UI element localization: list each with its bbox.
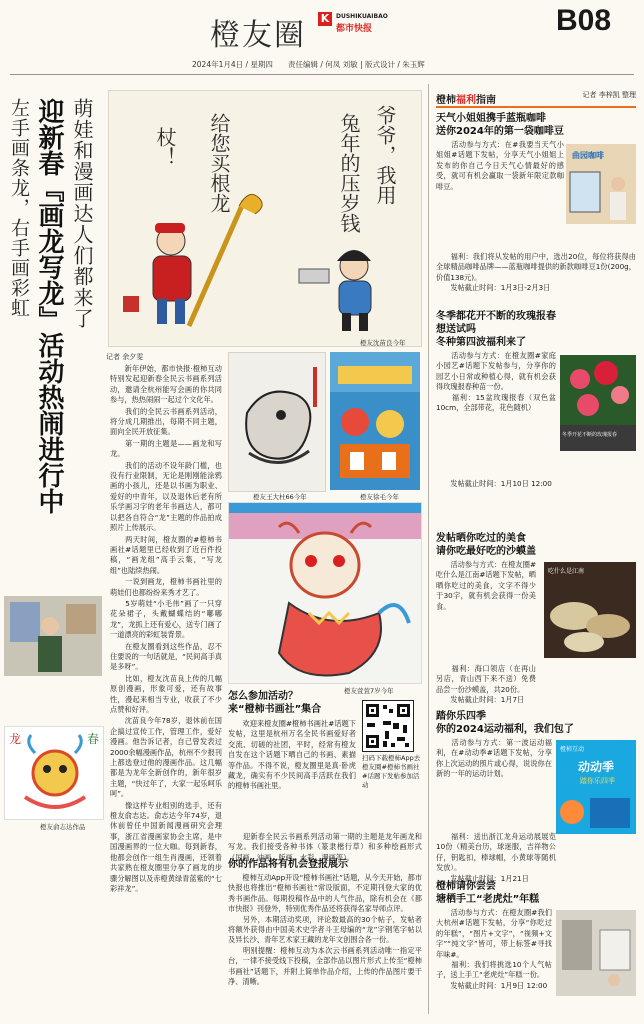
prize-para-1: 橙柿互动App开设“橙柿书画社”话题，从今天开始，都市快报也将推出“橙柿书画社”常设版面，不定期刊登大家的优秀书画作品。每期投稿作品中的人气作品，除有机会在《都市快报》刊登外，特别优秀作品还将获得名家导师点评。 xyxy=(228,873,422,914)
welfare-header xyxy=(436,88,636,106)
cartoon-text-3: 给您买根龙 xyxy=(207,113,231,213)
flower-poster-text: 冬季开花不断的玫瑰报春 xyxy=(562,432,618,438)
coffee-welfare: 福利：我们将从发帖的用户中，选出20位，每位将获得由全球精品咖啡品牌——蓝瓶咖啡提供的新款咖啡豆1份(200g，价值138元)。 xyxy=(436,252,636,282)
prize-body xyxy=(228,873,422,987)
welfare-header-a: 橙柿 xyxy=(436,95,456,106)
coffee-shop-drawing xyxy=(566,164,636,224)
coffee-poster-text: 曲园咖啡 xyxy=(572,151,604,160)
welfare-item-sport xyxy=(436,710,636,884)
niangao-welfare: 福利：我们将挑选10个人气帖子，送上手工“老虎灶”年糕一份。 xyxy=(436,960,552,980)
food-deadline: 发帖截止时间：1月7日 xyxy=(436,695,525,705)
headline-part-c: 活动热闹进行中 xyxy=(34,332,64,514)
qr-code-icon[interactable] xyxy=(362,700,414,752)
welfare-item-food xyxy=(436,532,636,706)
welfare-item-flower xyxy=(436,310,636,489)
sport-title-2: 你的2024运动福利，我们包了 xyxy=(436,724,574,735)
flower-title-1: 冬季都花开不断的玫瑰报春 xyxy=(436,311,556,322)
artwork-dragon xyxy=(228,502,422,684)
niangao-image xyxy=(556,910,636,996)
how-para-1: 欢迎来橙友圈#橙柿书画社#话题下发帖，这里是杭州万名全民书画爱好者交流、切磋的社团，平时，经常有橙友自发在这个话题下晒自己的书画、素描等作品。不得不说，橙友圈里是真·卧虎藏龙，确实有不少民间高手活跃在我们的橙柿书画社里。 xyxy=(228,719,356,791)
prize-title: 你的作品将有机会登报展示 xyxy=(228,859,348,870)
svg-text:春: 春 xyxy=(87,732,100,746)
how-title: 怎么参加活动？ xyxy=(228,691,298,702)
coffee-title-2: 送你2024年的第一袋咖啡豆 xyxy=(436,126,564,137)
prize-para-3: 明别提醒：橙柿互动为本次云书画系列活动唯一指定平台，一律不接受线下投稿，全部作品以图片形式上传至“橙柿书画社”话题下，并附上简单作品介绍，上传的作品图片要干净、清晰。 xyxy=(228,945,422,987)
artist-photo-drawing xyxy=(4,596,102,676)
food-title-1: 发帖晒你吃过的美食 xyxy=(436,533,526,544)
food-welfare: 福利：海口领店（在再山另店，青山西下来不送）免费品尝一份沙蟆盖，共20份。 xyxy=(436,664,536,694)
feature-para-10: 沈苗良今年78岁，退休前在国企搞过宣传工作，管理工作，爱好漫画。他告诉记者，自己曾发表过2000余幅漫画作品，杭州不少报刊上都选登过他的漫画作品。这几幅都是为龙年全新创作的，新年很岁主题，“快过年了，大家一起乐呵乐呵”。 xyxy=(110,716,222,799)
logo-chinese: 都市快报 xyxy=(336,24,373,34)
artwork-xu xyxy=(330,352,420,490)
sport-welfare: 福利：送出浙江龙舟运动展展览10份（精美台历，球迷服，吉祥物公仔，钥匙扣，棒球帽，小黄球等随机发放）。 xyxy=(436,832,556,873)
cartoon-shen xyxy=(108,90,422,347)
how-para-2: 迎新春全民云书画系列活动第一期的主题是龙年画龙和写龙。我们接受各种书体（篆隶楷行草）和多种绘画形式（国画、油画、版画、水彩、漫画等）。 xyxy=(228,832,422,862)
colorful-dragon-drawing xyxy=(330,352,420,490)
flower-title-2: 想送试吗 xyxy=(436,324,476,335)
welfare-header-c: 指南 xyxy=(476,95,496,106)
dragon-illustration-icon xyxy=(229,503,421,683)
sport-poster-a: 橙柿互动 xyxy=(560,746,585,753)
ink-dragon-drawing xyxy=(229,353,325,491)
logo-k-icon: K xyxy=(318,12,332,26)
sport-drawing xyxy=(556,790,636,834)
qr-caption: 扫码下载橙柿App去橙友圈#橙柿书画社#话题下发帖参加活动 xyxy=(362,754,421,789)
caption-yu: 橙友俞志达作品 xyxy=(40,823,86,831)
welfare-item-coffee xyxy=(436,112,636,294)
feature-para-4: 我们的活动不设年龄门槛，也没有行业限制，无论是刚刚能涂鸦画的小孩儿，还是以书画为职业、爱好的中青年，以及退休后老有所乐学画习字的老年书画达人，都可以把各自符合“龙”主题的作品拍成照片上传展示。 xyxy=(110,460,222,533)
food-body: 活动参与方式：在橙友圈#吃什么是江南#话题下发帖，晒晒你吃过的美食，文字不得少于30字，就有机会获得一份美食。 xyxy=(436,560,536,611)
coffee-image xyxy=(566,144,636,224)
masthead-rule xyxy=(10,74,634,75)
feature-para-3: 第一期的主题是——画龙和写龙。 xyxy=(110,438,222,459)
feature-subhead: 左手画条龙，右手画彩虹 xyxy=(8,98,30,318)
sport-body: 活动参与方式：第一波运动福利，在#动动季#话题下发帖，分享你上次运动的照片或心得，说说你在新的一年的运动计划。 xyxy=(436,738,552,779)
welfare-divider xyxy=(428,84,429,1014)
caption-xu: 橙友徐毛今年 xyxy=(360,493,399,501)
niangao-title-1: 橙柿请你尝尝 xyxy=(436,881,496,892)
cartoon-text-4: 杖！ xyxy=(153,127,177,167)
cartoon-drawing xyxy=(109,91,421,346)
artwork-yu xyxy=(4,726,104,820)
feature-para-9: 比如，橙友沈苗良上传的几幅原创漫画，形象可爱，还有故事性，漫起来相当专业，收获了不少点赞和好评。 xyxy=(110,673,222,714)
feature-body xyxy=(110,364,222,894)
food-poster-text: 吃什么是江南 xyxy=(548,568,585,575)
sport-image xyxy=(556,740,636,834)
niangao-body: 活动参与方式：在橙友圈#我们大杭州#话题下发帖，分享“你吃过的年糕”，“图片+文字”，“视频+文字”“纯文字”皆可，带上标签#寻找年味#。 xyxy=(436,908,552,959)
feature-para-11: 像这样专业组别的选手，还有橙友俞志达。俞志达今年74岁，退休前曾任中国新闻漫画研究会理事，浙江省漫画家协会主席，是中国漫画界的一位大咖。每到新春，他都会创作一组生肖漫画，还领着共家熟在橙友圈里分享了画龙的步骤分解图以及赤橙黄绿青蓝紫的“七彩祥龙”。 xyxy=(110,800,222,893)
food-drawing xyxy=(544,576,636,658)
svg-text:龙: 龙 xyxy=(9,732,22,746)
feature-para-5: 两天时间，橙友圈的#橙柿书画社#话题里已经收到了近百件投稿，“画龙组”高手云集，“写龙组”也陆续热闹。 xyxy=(110,534,222,575)
flower-image xyxy=(560,355,636,451)
artwork-wang xyxy=(228,352,326,492)
photo-yu xyxy=(4,596,102,676)
flower-body: 活动参与方式：在橙友圈#家庭小园艺#话题下发帖参与，分享你的园艺小日常或种植心得，就有机会获得玫瑰报春种苗一份。 xyxy=(436,351,556,392)
welfare-header-b: 福利 xyxy=(456,95,476,106)
cartoon-text-2: 兔年的压岁钱 xyxy=(337,113,361,233)
coffee-deadline: 发帖截止时间：1月3日-2月3日 xyxy=(436,283,551,293)
feature-headline xyxy=(34,98,64,514)
flower-title-3: 冬种第四波福利来了 xyxy=(436,337,526,348)
masthead-title: 橙友圈 xyxy=(210,18,306,53)
welfare-reporter: 记者 李梓凯 整理 xyxy=(582,91,636,99)
feature-para-8: 在橙友圈看到这些作品，忍不住要说的一句话就是，“民间高手真是多呀”。 xyxy=(110,641,222,672)
food-title-2: 请你吃最好吃的沙蟆盖 xyxy=(436,546,536,557)
sport-deadline: 发帖截止时间：1月21日 xyxy=(436,873,529,883)
flower-deadline: 发帖截止时间：1月10日 12:00 xyxy=(436,479,552,488)
headline-part-b: 『画龙写龙』 xyxy=(34,176,64,332)
masthead xyxy=(0,0,644,78)
niangao-drawing xyxy=(556,910,636,996)
feature-para-1: 新年伊始，都市快报·橙柿互动特别发起迎新春全民云书画系列活动，邀请全杭州能写会画的你共同参与，热热闹闹一起过个文化年。 xyxy=(110,364,222,405)
headline-part-a: 迎新春 xyxy=(34,98,64,176)
coffee-title-1: 天气小姐姐携手蓝瓶咖啡 xyxy=(436,113,546,124)
caption-wang: 橙友王大杜66今年 xyxy=(253,493,307,501)
editors-line: 责任编辑 / 何凤 刘敏 | 版式设计 / 朱玉辉 xyxy=(288,60,425,69)
feature-para-6: 一说到画龙，橙柿书画社里的萌娃们也都纷纷来秀才艺了。 xyxy=(110,577,222,597)
feature-kicker: 萌娃和漫画达人们都来了 xyxy=(70,98,94,329)
qr-pattern xyxy=(363,701,413,751)
sport-poster-c: 踏你乐四季 xyxy=(580,777,615,785)
reporter-byline: 记者 余夕雯 xyxy=(106,353,144,361)
flower-welfare: 福利：15盆玫瑰报春（双色盆10cm，全部带花，花色随机） xyxy=(436,392,556,413)
feature-para-7: 5岁萌娃“小毛伟”画了一只穿花朵裙子，头戴蝴蝶结的“嘟嘟龙”，龙抓上还有爱心，送专门画了一道漂亮的彩虹装背景。 xyxy=(110,598,222,640)
caption-shen: 橙友沈苗良今年 xyxy=(360,339,406,347)
dateline: 2024年1月4日 / 星期四 xyxy=(192,60,273,69)
welfare-rule xyxy=(436,106,636,108)
how-body xyxy=(228,719,356,792)
sport-title-1: 踏你乐四季 xyxy=(436,711,486,722)
food-image xyxy=(544,562,636,658)
page-number: B08 xyxy=(556,4,612,37)
feature-para-2: 我们的全民云书画系列活动，将分成几期推出，每期不同主题，面向全民开放征集。 xyxy=(110,406,222,437)
sport-poster-b: 动动季 xyxy=(578,760,615,774)
niangao-deadline: 发帖截止时间：1月9日 12:00 xyxy=(436,980,548,990)
yu-dragon-drawing xyxy=(5,727,103,819)
logo-english: DUSHIKUAIBAO xyxy=(336,13,388,20)
caption-dragon: 橙友萱萱7岁今年 xyxy=(344,687,394,695)
niangao-title-2: 塘栖手工“老虎灶”年糕 xyxy=(436,894,540,905)
welfare-item-niangao xyxy=(436,880,636,991)
how-subtitle: 来“橙柿书画社”集合 xyxy=(228,704,322,715)
coffee-body: 活动参与方式：在#我要当天气小姐姐#话题下发帖，分享天气小姐姐上发布的你自己今日天气心情最好的感受，就可有机会赢取一袋新年限定款咖啡豆。 xyxy=(436,140,564,191)
prize-para-2: 另外，本期活动奖项，评论数最高的30个帖子，发帖者将额外获得由中国美术史学者斗王母编的“龙”字钢笔字帖以及异长沙、青年艺术家王藏的龙年文创围合各一份。 xyxy=(228,914,422,945)
cartoon-text-1: 爷爷，我用 xyxy=(373,105,397,205)
